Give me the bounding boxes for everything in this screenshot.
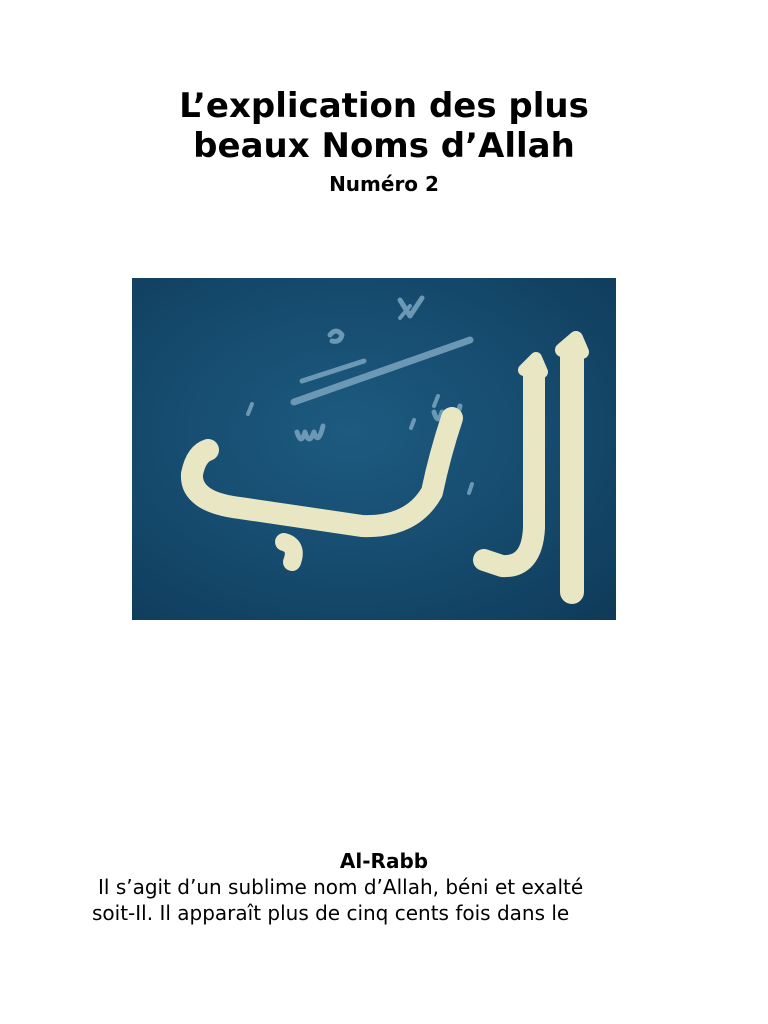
section-heading: Al-Rabb [339,849,429,873]
title-line-1: L’explication des plus [179,86,589,126]
title-line-2: beaux Noms d’Allah [193,126,575,166]
arabic-calligraphy-al-rabb-icon [132,278,616,620]
page-title [0,86,768,166]
paragraph-line-2: soit-Il. Il apparaît plus de cinq cents fois dans le [92,901,570,925]
intro-paragraph [92,874,692,926]
calligraphy-image [132,278,616,620]
paragraph-line-1: Il s’agit d’un sublime nom d’Allah, béni et exalté [98,875,584,899]
issue-number: Numéro 2 [329,172,439,196]
